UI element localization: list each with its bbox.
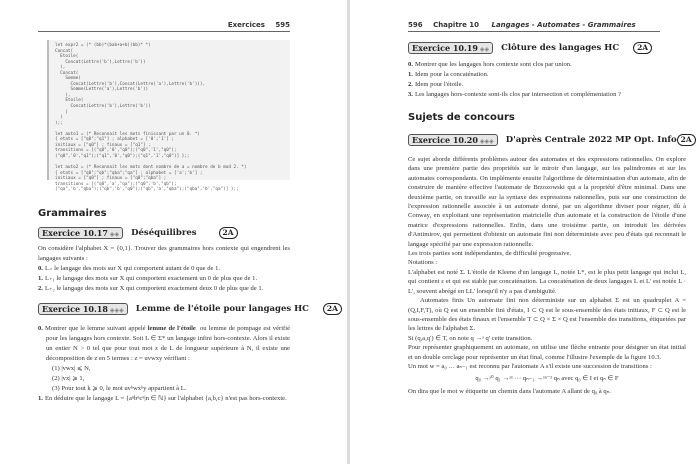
text: Exercice 10.18 xyxy=(42,304,108,314)
paragraph: Ce sujet aborde différents problèmes autour des automates et des expressions rationnelles. On explore dans une première partie des propriétés sur le miroir d'un langage, sur les palindromes et sur les automates correspondants. On implémente ensuite l'algorithme de déterminisation d'un automate, afin de construire de manière effective l'automate de Brzozowski qui a la propriété d'être minimal. Dans une deuxième partie, on travaille sur la syntaxe des expressions rationnelles, puis sur une construction de l'expression rationnelle associée à un automate donné, par un algorithme diviser pour régner, dû à Conway, en exploitant une représentation matricielle d'un automate et la construction de l'étoile d'une matrice d'expressions rationnelles. Enfin, dans une troisième partie, on introduit les dérivées d'Antimirov, qui permettent d'obtenir un automate fini non déterministe avec peu d'états qui reconnait le langage spécifié par une expression rationnelle. xyxy=(408,156,686,248)
exercise-heading xyxy=(408,133,692,147)
paragraph: Les trois parties sont indépendantes, de difficulté progressive. xyxy=(408,250,572,258)
level-badge: 2A xyxy=(633,42,652,54)
text: L₊₂ le langage des mots sur X qui comportent exactement deux 0 de plus que de 1. xyxy=(44,285,264,292)
exercise-title: Clôture des langages HC xyxy=(501,43,620,53)
page-number: 596 xyxy=(408,21,423,29)
section-title: Grammaires xyxy=(38,208,107,219)
text: Montrer que les langages hors contexte sont clos par union. xyxy=(414,61,572,68)
paragraph: Pour représenter graphiquement un automate, on utilise une flèche entrante pour désigner un état initial et un double cerclage pour représenter un état final, comme l'illustre l'exemple de la figure 10.3. xyxy=(408,344,686,361)
text: 0. xyxy=(38,265,43,272)
text: Les langages hors-contexte sont-ils clos par intersection et complémentation ? xyxy=(414,91,621,98)
list-item xyxy=(408,80,670,90)
paragraph: Notations : xyxy=(408,259,438,267)
paragraph: Si (q,a,q') ∈ T, on note q →ᵃ q' cette transition. xyxy=(408,334,533,342)
paragraph: Automates finis Un automate fini non déterministe sur un alphabet Σ est un quadruplet A = (Q,I,F,T), où Q est un ensemble fini d'états, I ⊂ Q est le sous-ensemble des états initiaux, F ⊂ Q est le sous-ensemble des états finaux et l'ensemble T ⊂ Q × Σ × Q est l'ensemble des transitions, étiquetées par les lettres de l'alphabet Σ. xyxy=(408,297,686,333)
chapter-title: Langages - Automates - Grammaires xyxy=(491,21,636,29)
paragraph: Un mot w = a₀ … aₙ₋₁ est reconnu par l'automate A s'il existe une succession de transitions : xyxy=(408,362,652,370)
text: Montrer que le lemme suivant appelé xyxy=(44,325,148,332)
exercise-title: Lemme de l'étoile pour langages HC xyxy=(135,304,309,314)
text: 0. xyxy=(408,61,413,68)
paragraph: On dira que le mot w étiquette un chemin dans l'automate A allant de q₀ à qₙ. xyxy=(408,387,611,395)
exercise-label xyxy=(408,42,493,54)
list-item xyxy=(38,274,290,284)
exercise-label xyxy=(408,134,498,146)
exercise-heading xyxy=(38,302,338,316)
text: En déduire que le langage L = {aⁿbⁿcⁿ|n ∈ ℕ} sur l'alphabet {a,b,c} n'est pas hors-contexte. xyxy=(44,395,287,402)
exercise-heading xyxy=(408,41,686,55)
difficulty-icon: ◈◈◈ xyxy=(479,138,494,145)
difficulty-icon: ◈◈ xyxy=(109,231,120,238)
section-title: Sujets de concours xyxy=(408,112,515,123)
list-item xyxy=(38,324,290,364)
exercise-body xyxy=(408,60,670,100)
text: lemme de l'étoile xyxy=(147,325,196,332)
list-item xyxy=(408,60,670,70)
text: L₌ le langage des mots sur X qui comportent autant de 0 que de 1. xyxy=(44,265,221,272)
list-item xyxy=(408,70,670,80)
list-item xyxy=(38,394,290,404)
exercise-heading xyxy=(38,226,290,240)
exercise-intro: On considère l'alphabet X = {0,1}. Trouver des grammaires hors contexte qui engendrent les langages suivants : xyxy=(38,245,290,262)
formula: q₀ →ᵃ⁰ q₁ →ᵃ¹ ··· qₙ₋₁ →ᵃⁿ⁻¹ qₙ avec q₀ ∈ I et qₙ ∈ F xyxy=(475,375,619,383)
text: Idem pour la concaténation. xyxy=(414,71,489,78)
condition: (2) |vx| ⩾ 1, xyxy=(52,375,85,382)
list-item xyxy=(38,264,290,274)
level-badge: 2A xyxy=(323,303,342,315)
text: Exercice 10.19 xyxy=(412,43,478,53)
exercise-body xyxy=(408,155,686,396)
right-page xyxy=(350,0,700,464)
text: 1. xyxy=(38,395,43,402)
left-page xyxy=(0,0,347,464)
text: Exercice 10.17 xyxy=(42,228,108,238)
text: Exercice 10.20 xyxy=(412,135,478,145)
text: 3. xyxy=(408,91,413,98)
exercise-body xyxy=(38,244,290,294)
text: 2. xyxy=(38,285,43,292)
exercise-label xyxy=(38,227,123,239)
text: 0. xyxy=(38,325,43,332)
paragraph: L'alphabet est noté Σ. L'étoile de Kleene d'un langage L, notée L*, est le plus petit langage qui inclut L, qui contient ε et qui est stable par concaténation. La concaténation de deux langages L et L' est notée L · L', souvent abrégé en LL' lorsqu'il n'y a pas d'ambiguïté. xyxy=(408,268,686,295)
exercise-body xyxy=(38,324,290,404)
text: 1. xyxy=(38,275,43,282)
difficulty-icon: ◈◈◈ xyxy=(109,307,124,314)
text: 1. xyxy=(408,71,413,78)
running-header xyxy=(38,19,290,32)
text: 2. xyxy=(408,81,413,88)
exercise-title: D'après Centrale 2022 MP Opt. Info xyxy=(505,135,677,145)
exercise-title: Déséquilibres xyxy=(131,228,197,238)
text: Idem pour l'étoile. xyxy=(414,81,464,88)
difficulty-icon: ◈◈ xyxy=(479,46,490,53)
list-item xyxy=(408,90,670,100)
level-badge: 2A xyxy=(677,134,696,146)
text: ou lemme de pompage est vérifié pour les langages hors contexte. Soit L ∈ Σ* un langage infini hors-contexte. Alors il existe un entier N > 0 tel que pour tout mot z de L de longueur supérieure à N, il existe une décomposition de z en 5 termes : z = uvwxy vérifiant : xyxy=(46,325,290,362)
list-item xyxy=(38,284,290,294)
running-header xyxy=(408,19,660,32)
code-listing: let expr2 = (* (bb)*(bab+a+b)(bb)* *) Concat( Etoile( Concat(Lettre('b'),Lettre('b')) ), Concat( Somme( Concat(Lettre('b'),Concat(Lettre('a'),Lettre('b'))), Somme(Lettre('a'),Lettre('b')) ), Etoile( Concat(Lettre('b'),Lettre('b')) ) ) );; let auto1 = (* Reconnait les mots finissant par un 0. *) { etats = ["q0";"q1"] ; alphabet = ['0';'1'] ; initiaux = ["q0"] ; finaux = ["q1"] ; transitions = [("q0",'0',"q0");("q0",'1',"q0"); ("q0",'0',"q1");("q1",'0',"q0");("q1",'1',"q0")] };; let auto2 = (* Reconnait les mots dont nombre de a = nombre de b mod 2. *) { etats = ["q0";"qb";"qba";"qa"] ; alphabet = ['a';'b'] ; initiaux = ["q0"] ; finaux = ["q0";"qba"] ; transitions = [("q0",'a',"qa");("q0",'b',"qb"); ("qa",'b',"qba");("qb",'b',"q0");("qb",'a',"qba");("qba",'b',"qa")] };; xyxy=(47,40,290,180)
condition: (1) |vwx| ⩽ N, xyxy=(52,365,91,372)
page-number: 595 xyxy=(275,21,290,29)
level-badge: 2A xyxy=(219,227,238,239)
text: L₊₁ le langage des mots sur X qui comportent exactement un 0 de plus que de 1. xyxy=(44,275,258,282)
exercise-label xyxy=(38,303,128,315)
chapter-label: Chapitre 10 xyxy=(433,21,480,29)
condition: (3) Pour tout k ⩾ 0, le mot uvᵏwxᵏy appartient à L. xyxy=(52,385,187,392)
header-title: Exercices xyxy=(227,21,265,29)
